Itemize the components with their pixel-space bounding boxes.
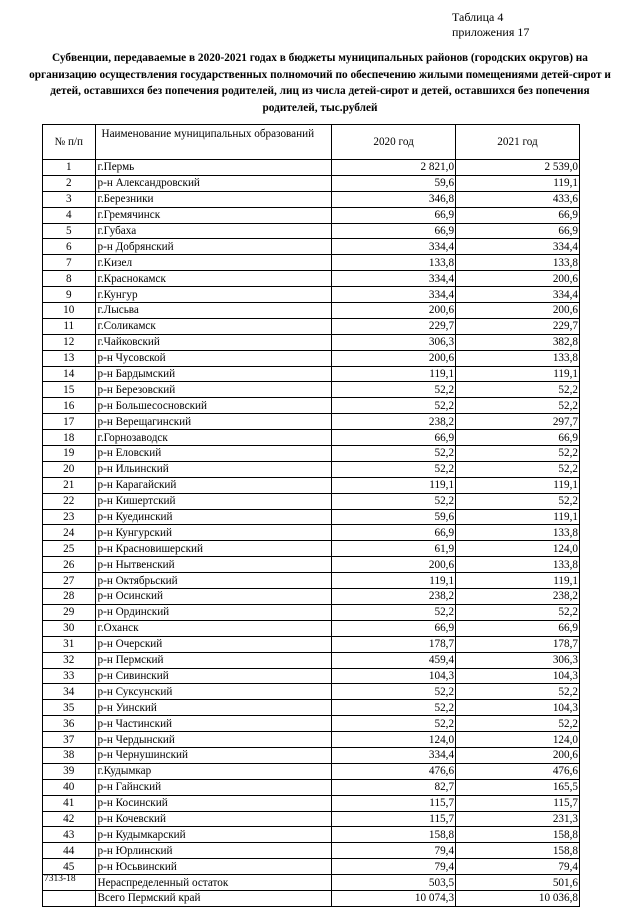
cell-name: р-н Красновишерский xyxy=(95,541,332,557)
cell-num: 32 xyxy=(43,652,96,668)
cell-num: 7 xyxy=(43,255,96,271)
table-row xyxy=(43,207,580,223)
cell-name: р-н Бардымский xyxy=(95,366,332,382)
table-row xyxy=(43,334,580,350)
table-row xyxy=(43,811,580,827)
cell-num: 4 xyxy=(43,207,96,223)
cell-num: 44 xyxy=(43,843,96,859)
table-row xyxy=(43,716,580,732)
cell-2021: 334,4 xyxy=(456,239,580,255)
cell-2021: 66,9 xyxy=(456,620,580,636)
cell-2020: 306,3 xyxy=(332,334,456,350)
cell-name: г.Кунгур xyxy=(95,287,332,303)
cell-2020: 459,4 xyxy=(332,652,456,668)
cell-2021: 52,2 xyxy=(456,604,580,620)
cell-2020: 503,5 xyxy=(332,875,456,891)
table-row xyxy=(43,525,580,541)
cell-2021: 52,2 xyxy=(456,461,580,477)
cell-2021: 10 036,8 xyxy=(456,890,580,906)
cell-2020: 2 821,0 xyxy=(332,160,456,176)
cell-num: 33 xyxy=(43,668,96,684)
cell-name: р-н Еловский xyxy=(95,446,332,462)
cell-num: 21 xyxy=(43,477,96,493)
cell-2021: 306,3 xyxy=(456,652,580,668)
cell-num xyxy=(43,890,96,906)
cell-2021: 124,0 xyxy=(456,541,580,557)
cell-name: р-н Юрлинский xyxy=(95,843,332,859)
table-row xyxy=(43,414,580,430)
cell-name: р-н Добрянский xyxy=(95,239,332,255)
cell-num: 15 xyxy=(43,382,96,398)
table-header-row xyxy=(43,125,580,160)
table-row xyxy=(43,239,580,255)
cell-2021: 52,2 xyxy=(456,398,580,414)
cell-num: 41 xyxy=(43,795,96,811)
cell-2021: 119,1 xyxy=(456,573,580,589)
cell-name: р-н Кишертский xyxy=(95,493,332,509)
cell-name: г.Чайковский xyxy=(95,334,332,350)
cell-name: р-н Березовский xyxy=(95,382,332,398)
cell-2021: 297,7 xyxy=(456,414,580,430)
cell-2021: 433,6 xyxy=(456,191,580,207)
table-row xyxy=(43,446,580,462)
cell-num: 6 xyxy=(43,239,96,255)
cell-2020: 59,6 xyxy=(332,175,456,191)
cell-2021: 79,4 xyxy=(456,859,580,875)
cell-2021: 158,8 xyxy=(456,843,580,859)
cell-num: 25 xyxy=(43,541,96,557)
cell-name: г.Краснокамск xyxy=(95,271,332,287)
cell-num: 26 xyxy=(43,557,96,573)
cell-num: 9 xyxy=(43,287,96,303)
table-row xyxy=(43,461,580,477)
cell-2021: 501,6 xyxy=(456,875,580,891)
cell-2020: 59,6 xyxy=(332,509,456,525)
cell-num: 18 xyxy=(43,430,96,446)
cell-name: р-н Кудымкарский xyxy=(95,827,332,843)
cell-2021: 66,9 xyxy=(456,223,580,239)
cell-2020: 200,6 xyxy=(332,303,456,319)
cell-num: 24 xyxy=(43,525,96,541)
cell-2021: 115,7 xyxy=(456,795,580,811)
cell-2021: 229,7 xyxy=(456,318,580,334)
cell-2020: 115,7 xyxy=(332,795,456,811)
cell-num: 35 xyxy=(43,700,96,716)
cell-2020: 52,2 xyxy=(332,684,456,700)
cell-name: р-н Ильинский xyxy=(95,461,332,477)
subsidies-table xyxy=(42,124,580,907)
cell-num: 2 xyxy=(43,175,96,191)
cell-2021: 104,3 xyxy=(456,700,580,716)
cell-2020: 124,0 xyxy=(332,732,456,748)
cell-name: р-н Суксунский xyxy=(95,684,332,700)
cell-num: 39 xyxy=(43,763,96,779)
cell-2020: 178,7 xyxy=(332,636,456,652)
cell-2020: 52,2 xyxy=(332,461,456,477)
cell-2020: 104,3 xyxy=(332,668,456,684)
table-row xyxy=(43,191,580,207)
cell-name: р-н Очерский xyxy=(95,636,332,652)
cell-name: р-н Верещагинский xyxy=(95,414,332,430)
cell-2021: 119,1 xyxy=(456,477,580,493)
cell-num: 20 xyxy=(43,461,96,477)
cell-num: 30 xyxy=(43,620,96,636)
cell-num: 42 xyxy=(43,811,96,827)
table-row xyxy=(43,890,580,906)
cell-name: р-н Чусовской xyxy=(95,350,332,366)
table-row xyxy=(43,430,580,446)
header-2020: 2020 год xyxy=(332,125,456,160)
cell-2021: 334,4 xyxy=(456,287,580,303)
cell-2021: 119,1 xyxy=(456,509,580,525)
table-row xyxy=(43,843,580,859)
cell-name: р-н Октябрьский xyxy=(95,573,332,589)
cell-name: р-н Ординский xyxy=(95,604,332,620)
cell-name: г.Губаха xyxy=(95,223,332,239)
cell-2020: 52,2 xyxy=(332,493,456,509)
table-row xyxy=(43,747,580,763)
cell-2021: 2 539,0 xyxy=(456,160,580,176)
cell-name: г.Березники xyxy=(95,191,332,207)
cell-name: р-н Осинский xyxy=(95,589,332,605)
cell-2020: 66,9 xyxy=(332,620,456,636)
cell-2021: 104,3 xyxy=(456,668,580,684)
cell-2021: 382,8 xyxy=(456,334,580,350)
cell-2021: 52,2 xyxy=(456,716,580,732)
cell-num: 5 xyxy=(43,223,96,239)
cell-name: р-н Гайнский xyxy=(95,779,332,795)
table-row xyxy=(43,398,580,414)
cell-num: 10 xyxy=(43,303,96,319)
cell-name: г.Кизел xyxy=(95,255,332,271)
header-name: Наименование муниципальных образований xyxy=(95,125,332,160)
table-row xyxy=(43,827,580,843)
cell-2021: 52,2 xyxy=(456,382,580,398)
cell-2021: 476,6 xyxy=(456,763,580,779)
cell-name: г.Горнозаводск xyxy=(95,430,332,446)
cell-2020: 334,4 xyxy=(332,239,456,255)
cell-2020: 66,9 xyxy=(332,525,456,541)
cell-2021: 178,7 xyxy=(456,636,580,652)
table-row xyxy=(43,779,580,795)
table-row xyxy=(43,477,580,493)
cell-2020: 119,1 xyxy=(332,366,456,382)
cell-num: 34 xyxy=(43,684,96,700)
cell-2021: 52,2 xyxy=(456,446,580,462)
table-row xyxy=(43,620,580,636)
table-row xyxy=(43,763,580,779)
cell-2020: 79,4 xyxy=(332,843,456,859)
cell-2021: 52,2 xyxy=(456,493,580,509)
cell-num: 3 xyxy=(43,191,96,207)
cell-name: г.Оханск xyxy=(95,620,332,636)
cell-2020: 158,8 xyxy=(332,827,456,843)
table-row xyxy=(43,303,580,319)
cell-2020: 238,2 xyxy=(332,414,456,430)
table-row xyxy=(43,255,580,271)
table-row xyxy=(43,668,580,684)
cell-2021: 238,2 xyxy=(456,589,580,605)
footer-code: 7313-18 xyxy=(44,874,76,884)
cell-2020: 229,7 xyxy=(332,318,456,334)
cell-name: р-н Куединский xyxy=(95,509,332,525)
cell-name: р-н Кунгурский xyxy=(95,525,332,541)
table-row xyxy=(43,175,580,191)
cell-num: 14 xyxy=(43,366,96,382)
cell-2020: 52,2 xyxy=(332,398,456,414)
cell-num: 23 xyxy=(43,509,96,525)
cell-2021: 133,8 xyxy=(456,557,580,573)
cell-2020: 82,7 xyxy=(332,779,456,795)
cell-2021: 119,1 xyxy=(456,175,580,191)
table-row xyxy=(43,652,580,668)
cell-num: 40 xyxy=(43,779,96,795)
table-row xyxy=(43,557,580,573)
table-row xyxy=(43,509,580,525)
cell-2020: 61,9 xyxy=(332,541,456,557)
cell-name: г.Гремячинск xyxy=(95,207,332,223)
cell-name: р-н Чердынский xyxy=(95,732,332,748)
cell-name: г.Лысьва xyxy=(95,303,332,319)
cell-name: Нераспределенный остаток xyxy=(95,875,332,891)
cell-2021: 133,8 xyxy=(456,525,580,541)
cell-2020: 52,2 xyxy=(332,382,456,398)
cell-num: 12 xyxy=(43,334,96,350)
header-num: № п/п xyxy=(43,125,96,160)
table-row xyxy=(43,875,580,891)
cell-2020: 119,1 xyxy=(332,477,456,493)
table-caption xyxy=(452,10,529,40)
cell-2021: 66,9 xyxy=(456,207,580,223)
cell-2020: 334,4 xyxy=(332,271,456,287)
cell-num: 11 xyxy=(43,318,96,334)
cell-2020: 66,9 xyxy=(332,223,456,239)
cell-2020: 52,2 xyxy=(332,446,456,462)
header-2021: 2021 год xyxy=(456,125,580,160)
cell-2020: 334,4 xyxy=(332,287,456,303)
table-row xyxy=(43,271,580,287)
cell-2020: 10 074,3 xyxy=(332,890,456,906)
cell-2021: 66,9 xyxy=(456,430,580,446)
table-row xyxy=(43,732,580,748)
cell-2021: 231,3 xyxy=(456,811,580,827)
cell-num: 16 xyxy=(43,398,96,414)
table-row xyxy=(43,795,580,811)
cell-num: 38 xyxy=(43,747,96,763)
cell-name: р-н Александровский xyxy=(95,175,332,191)
cell-name: Всего Пермский край xyxy=(95,890,332,906)
cell-2020: 52,2 xyxy=(332,716,456,732)
cell-name: г.Кудымкар xyxy=(95,763,332,779)
table-row xyxy=(43,684,580,700)
cell-num: 37 xyxy=(43,732,96,748)
table-row xyxy=(43,223,580,239)
cell-num: 43 xyxy=(43,827,96,843)
table-row xyxy=(43,636,580,652)
cell-2021: 200,6 xyxy=(456,747,580,763)
cell-name: р-н Частинский xyxy=(95,716,332,732)
table-row xyxy=(43,541,580,557)
cell-num: 17 xyxy=(43,414,96,430)
cell-num: 31 xyxy=(43,636,96,652)
table-row xyxy=(43,366,580,382)
cell-2021: 165,5 xyxy=(456,779,580,795)
cell-2020: 200,6 xyxy=(332,557,456,573)
table-row xyxy=(43,160,580,176)
table-row xyxy=(43,859,580,875)
cell-2020: 334,4 xyxy=(332,747,456,763)
document-title: Субвенции, передаваемые в 2020-2021 годах в бюджеты муниципальных районов (городских округов) на организацию осуществления государственных полномочий по обеспечению жилыми помещениями детей-сирот и детей, оставшихся без попечения родителей, лиц из числа детей-сирот и детей, оставшихся без попечения родителей, тыс.рублей xyxy=(29,52,611,114)
cell-2020: 52,2 xyxy=(332,700,456,716)
cell-2020: 476,6 xyxy=(332,763,456,779)
cell-name: г.Пермь xyxy=(95,160,332,176)
cell-2020: 133,8 xyxy=(332,255,456,271)
table-row xyxy=(43,700,580,716)
cell-num: 1 xyxy=(43,160,96,176)
cell-2020: 200,6 xyxy=(332,350,456,366)
caption-appendix: приложения 17 xyxy=(452,25,530,39)
cell-num: 22 xyxy=(43,493,96,509)
cell-2021: 133,8 xyxy=(456,350,580,366)
cell-num: 29 xyxy=(43,604,96,620)
cell-2021: 52,2 xyxy=(456,684,580,700)
cell-2021: 158,8 xyxy=(456,827,580,843)
cell-2020: 238,2 xyxy=(332,589,456,605)
cell-2020: 66,9 xyxy=(332,430,456,446)
cell-2020: 66,9 xyxy=(332,207,456,223)
caption-table-number: Таблица 4 xyxy=(452,10,504,24)
cell-name: р-н Пермский xyxy=(95,652,332,668)
cell-name: р-н Нытвенский xyxy=(95,557,332,573)
cell-2021: 200,6 xyxy=(456,271,580,287)
cell-name: р-н Большесосновский xyxy=(95,398,332,414)
cell-name: р-н Чернушинский xyxy=(95,747,332,763)
cell-num: 28 xyxy=(43,589,96,605)
cell-num: 36 xyxy=(43,716,96,732)
table-row xyxy=(43,382,580,398)
table-row xyxy=(43,573,580,589)
cell-name: р-н Уинский xyxy=(95,700,332,716)
cell-name: р-н Карагайский xyxy=(95,477,332,493)
cell-2021: 119,1 xyxy=(456,366,580,382)
cell-2021: 200,6 xyxy=(456,303,580,319)
cell-name: р-н Косинский xyxy=(95,795,332,811)
table-row xyxy=(43,493,580,509)
cell-2020: 346,8 xyxy=(332,191,456,207)
table-row xyxy=(43,604,580,620)
table-row xyxy=(43,589,580,605)
cell-num: 45 xyxy=(43,859,96,875)
cell-num: 19 xyxy=(43,446,96,462)
table-row xyxy=(43,318,580,334)
table-row xyxy=(43,287,580,303)
cell-name: р-н Юсьвинский xyxy=(95,859,332,875)
cell-2020: 52,2 xyxy=(332,604,456,620)
cell-2020: 79,4 xyxy=(332,859,456,875)
cell-name: р-н Сивинский xyxy=(95,668,332,684)
table-body xyxy=(43,160,580,907)
cell-name: г.Соликамск xyxy=(95,318,332,334)
cell-num: 27 xyxy=(43,573,96,589)
cell-2020: 119,1 xyxy=(332,573,456,589)
cell-2020: 115,7 xyxy=(332,811,456,827)
cell-name: р-н Кочевский xyxy=(95,811,332,827)
cell-2021: 133,8 xyxy=(456,255,580,271)
cell-num: 8 xyxy=(43,271,96,287)
cell-num: 13 xyxy=(43,350,96,366)
table-row xyxy=(43,350,580,366)
cell-2021: 124,0 xyxy=(456,732,580,748)
